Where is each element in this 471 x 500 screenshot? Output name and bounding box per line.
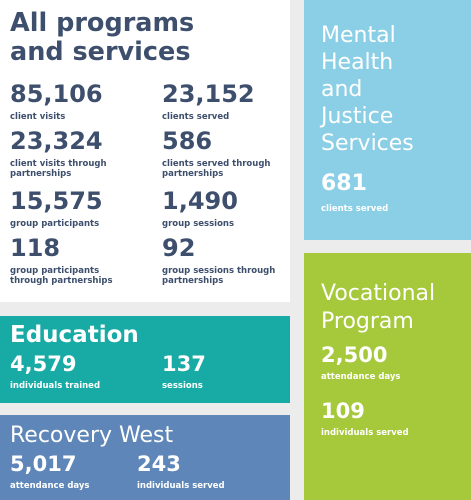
stat-recovery-attendance-days xyxy=(10,454,89,491)
stat-value: 4,579 xyxy=(10,352,77,376)
all-programs-title-line1: All programs xyxy=(10,8,195,38)
stat-value: 586 xyxy=(162,127,213,155)
stat-value: 85,106 xyxy=(10,80,103,108)
stat-label xyxy=(162,266,275,286)
mental-health-title-line: and xyxy=(321,77,363,102)
stat-value: 681 xyxy=(321,171,367,196)
mental-health-panel xyxy=(304,0,471,240)
education-title: Education xyxy=(10,322,139,348)
stat-client-visits-partnerships xyxy=(10,129,107,179)
stat-label: individuals served xyxy=(321,428,409,438)
stat-label: attendance days xyxy=(10,481,90,491)
stat-value: 118 xyxy=(10,234,61,262)
stat-client-visits xyxy=(10,82,103,122)
stat-label-line2: partnerships xyxy=(162,276,224,287)
stat-group-participants-partnerships xyxy=(10,236,113,286)
stat-value: 23,324 xyxy=(10,127,103,155)
stat-value: 92 xyxy=(162,234,196,262)
stat-value: 2,500 xyxy=(321,343,388,367)
stat-clients-served-partnerships xyxy=(162,129,270,179)
all-programs-title-line2: and services xyxy=(10,37,191,67)
stat-label-line1: group participants xyxy=(10,266,100,276)
stat-individuals-served xyxy=(321,401,409,438)
stat-label: clients served xyxy=(321,204,389,214)
stat-value: 1,490 xyxy=(162,187,238,215)
mental-health-title-line: Services xyxy=(321,131,414,156)
education-panel xyxy=(0,316,290,403)
mental-health-title-line: Mental xyxy=(321,23,396,48)
stat-group-participants xyxy=(10,189,103,229)
vocational-panel xyxy=(304,253,471,500)
stat-label: sessions xyxy=(162,381,203,391)
recovery-west-title: Recovery West xyxy=(10,423,174,448)
stat-label: client visits xyxy=(10,112,66,122)
all-programs-panel xyxy=(0,0,290,302)
stat-value: 5,017 xyxy=(10,452,77,476)
stat-label-line1: clients served through xyxy=(162,159,271,169)
stat-label-line1: group sessions through xyxy=(162,266,276,276)
stat-label: group sessions xyxy=(162,219,235,229)
vocational-title-line: Program xyxy=(321,309,414,334)
stat-recovery-individuals-served xyxy=(137,454,225,491)
stat-label xyxy=(162,159,270,179)
stat-label-line2: through partnerships xyxy=(10,276,113,287)
stat-value: 109 xyxy=(321,399,365,423)
all-programs-title xyxy=(10,9,194,67)
stat-label-line2: partnerships xyxy=(162,169,224,180)
stat-value: 15,575 xyxy=(10,187,103,215)
stat-label: individuals served xyxy=(137,481,225,491)
stat-label: clients served xyxy=(162,112,230,122)
stat-attendance-days xyxy=(321,345,400,382)
stat-clients-served xyxy=(162,82,255,122)
stat-value: 23,152 xyxy=(162,80,255,108)
stat-label: individuals trained xyxy=(10,381,101,391)
stat-label: attendance days xyxy=(321,372,401,382)
stat-label-line1: client visits through xyxy=(10,159,107,169)
stat-value: 137 xyxy=(162,352,206,376)
mental-health-title-line: Justice xyxy=(321,104,394,129)
stat-label-line2: partnerships xyxy=(10,169,72,180)
vocational-title-line: Vocational xyxy=(321,281,436,306)
stat-sessions xyxy=(162,354,206,391)
recovery-west-panel xyxy=(0,415,290,500)
stat-label xyxy=(10,159,107,179)
stat-label: group participants xyxy=(10,219,100,229)
stat-label xyxy=(10,266,113,286)
stat-value: 243 xyxy=(137,452,181,476)
stat-mental-clients-served xyxy=(321,173,388,214)
stat-individuals-trained xyxy=(10,354,100,391)
mental-health-title xyxy=(321,22,414,157)
vocational-title xyxy=(321,280,435,336)
mental-health-title-line: Health xyxy=(321,50,394,75)
stat-group-sessions-partnerships xyxy=(162,236,275,286)
stat-group-sessions xyxy=(162,189,238,229)
